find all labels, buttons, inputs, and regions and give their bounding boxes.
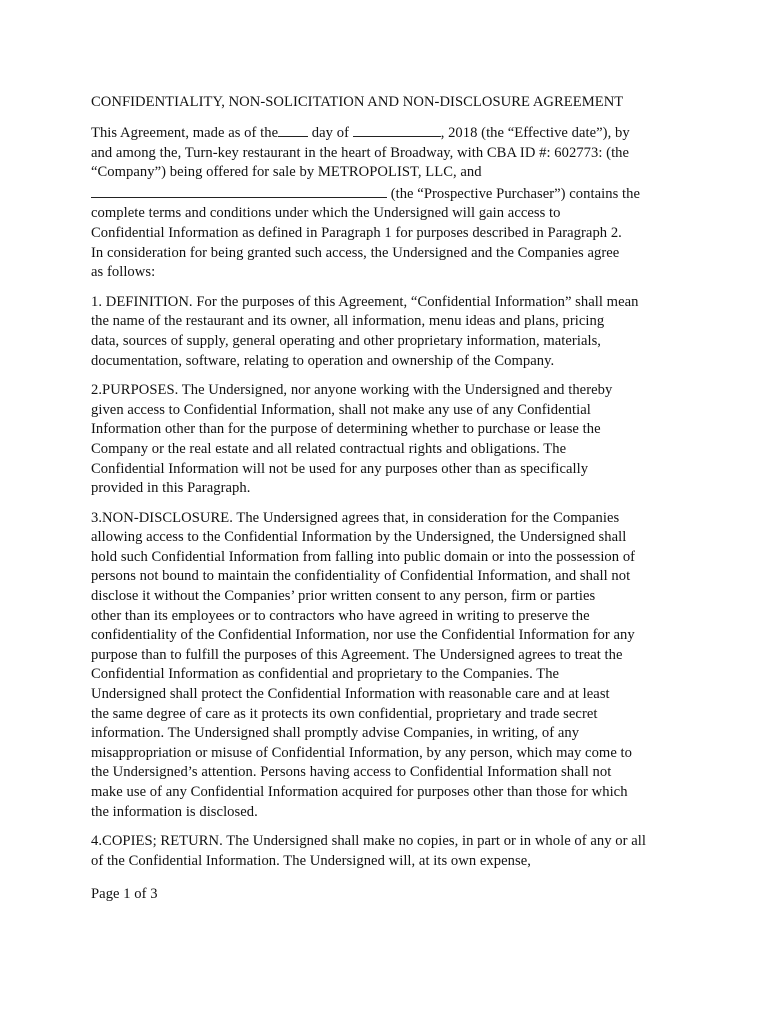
purposes-paragraph	[91, 381, 691, 499]
intro-text: , 2018 (the “Effective date”), by	[440, 125, 630, 141]
paragraph-line: allowing access to the Confidential Information by the Undersigned, the Undersigned shall	[91, 529, 627, 546]
paragraph-line: 3.NON-DISCLOSURE. The Undersigned agrees that, in consideration for the Companies	[91, 509, 620, 526]
intro-text: This Agreement, made as of the	[91, 125, 279, 141]
intro-text: day of	[308, 125, 353, 141]
non-disclosure-paragraph	[91, 509, 691, 823]
paragraph-line: disclose it without the Companies’ prior written consent to any person, firm or parties	[91, 588, 596, 605]
paragraph-line: the Undersigned’s attention. Persons having access to Confidential Information shall not	[91, 764, 612, 781]
paragraph-line: the name of the restaurant and its owner, all information, menu ideas and plans, pricing	[91, 313, 605, 330]
paragraph-line: misappropriation or misuse of Confidential Information, by any person, which may come to	[91, 744, 633, 761]
paragraph-line: of the Confidential Information. The Undersigned will, at its own expense,	[91, 852, 531, 869]
month-blank-field[interactable]	[353, 122, 441, 137]
paragraph-line: given access to Confidential Information, shall not make any use of any Confidential	[91, 401, 591, 418]
intro-line: “Company”) being offered for sale by METROPOLIST, LLC, and	[91, 164, 482, 181]
paragraph-line: information. The Undersigned shall promptly advise Companies, in writing, of any	[91, 725, 580, 742]
paragraph-line: other than its employees or to contractors who have agreed in writing to preserve the	[91, 607, 590, 624]
intro-line	[91, 183, 691, 205]
paragraph-line: the same degree of care as it protects its own confidential, proprietary and trade secret	[91, 705, 598, 722]
paragraph-line: Information other than for the purpose of determining whether to purchase or lease the	[91, 421, 601, 438]
definition-paragraph	[91, 293, 691, 371]
intro-line	[91, 122, 691, 144]
document-page	[91, 92, 691, 905]
paragraph-line: the information is disclosed.	[91, 803, 258, 820]
intro-line: and among the, Turn-key restaurant in the heart of Broadway, with CBA ID #: 602773: (the	[91, 144, 630, 161]
paragraph-line: hold such Confidential Information from falling into public domain or into the possession of	[91, 548, 636, 565]
intro-line: as follows:	[91, 264, 156, 281]
paragraph-line: persons not bound to maintain the confidentiality of Confidential Information, and shall not	[91, 568, 631, 585]
paragraph-line: provided in this Paragraph.	[91, 480, 251, 497]
paragraph-line: Undersigned shall protect the Confidential Information with reasonable care and at least	[91, 686, 610, 703]
paragraph-line: 1. DEFINITION. For the purposes of this Agreement, “Confidential Information” shall mean	[91, 293, 639, 310]
paragraph-line: make use of any Confidential Information acquired for purposes other than those for which	[91, 784, 628, 800]
paragraph-line: purpose than to fulfill the purposes of this Agreement. The Undersigned agrees to treat the	[91, 646, 623, 663]
paragraph-line: 4.COPIES; RETURN. The Undersigned shall make no copies, in part or in whole of any or all	[91, 833, 646, 850]
intro-text: (the “Prospective Purchaser”) contains the	[387, 185, 640, 202]
intro-paragraph	[91, 122, 691, 283]
paragraph-line: Confidential Information will not be used for any purposes other than as specifically	[91, 460, 589, 477]
page-number-footer: Page 1 of 3	[91, 886, 158, 903]
intro-line: Confidential Information as defined in Paragraph 1 for purposes described in Paragraph 2.	[91, 224, 622, 241]
intro-line: In consideration for being granted such access, the Undersigned and the Companies agree	[91, 244, 620, 261]
paragraph-line: confidentiality of the Confidential Information, nor use the Confidential Information for any	[91, 627, 635, 644]
purchaser-name-blank-field[interactable]	[91, 183, 387, 198]
day-blank-field[interactable]	[278, 122, 308, 137]
paragraph-line: Company or the real estate and all related contractual rights and obligations. The	[91, 440, 567, 457]
paragraph-line: Confidential Information as confidential and proprietary to the Companies. The	[91, 666, 560, 683]
document-title: CONFIDENTIALITY, NON-SOLICITATION AND NON-DISCLOSURE AGREEMENT	[91, 94, 624, 110]
copies-return-paragraph	[91, 832, 691, 871]
intro-line: complete terms and conditions under which the Undersigned will gain access to	[91, 205, 561, 222]
paragraph-line: data, sources of supply, general operating and other proprietary information, materials,	[91, 332, 602, 349]
paragraph-line: documentation, software, relating to operation and ownership of the Company.	[91, 352, 555, 369]
paragraph-line: 2.PURPOSES. The Undersigned, nor anyone working with the Undersigned and thereby	[91, 382, 613, 399]
